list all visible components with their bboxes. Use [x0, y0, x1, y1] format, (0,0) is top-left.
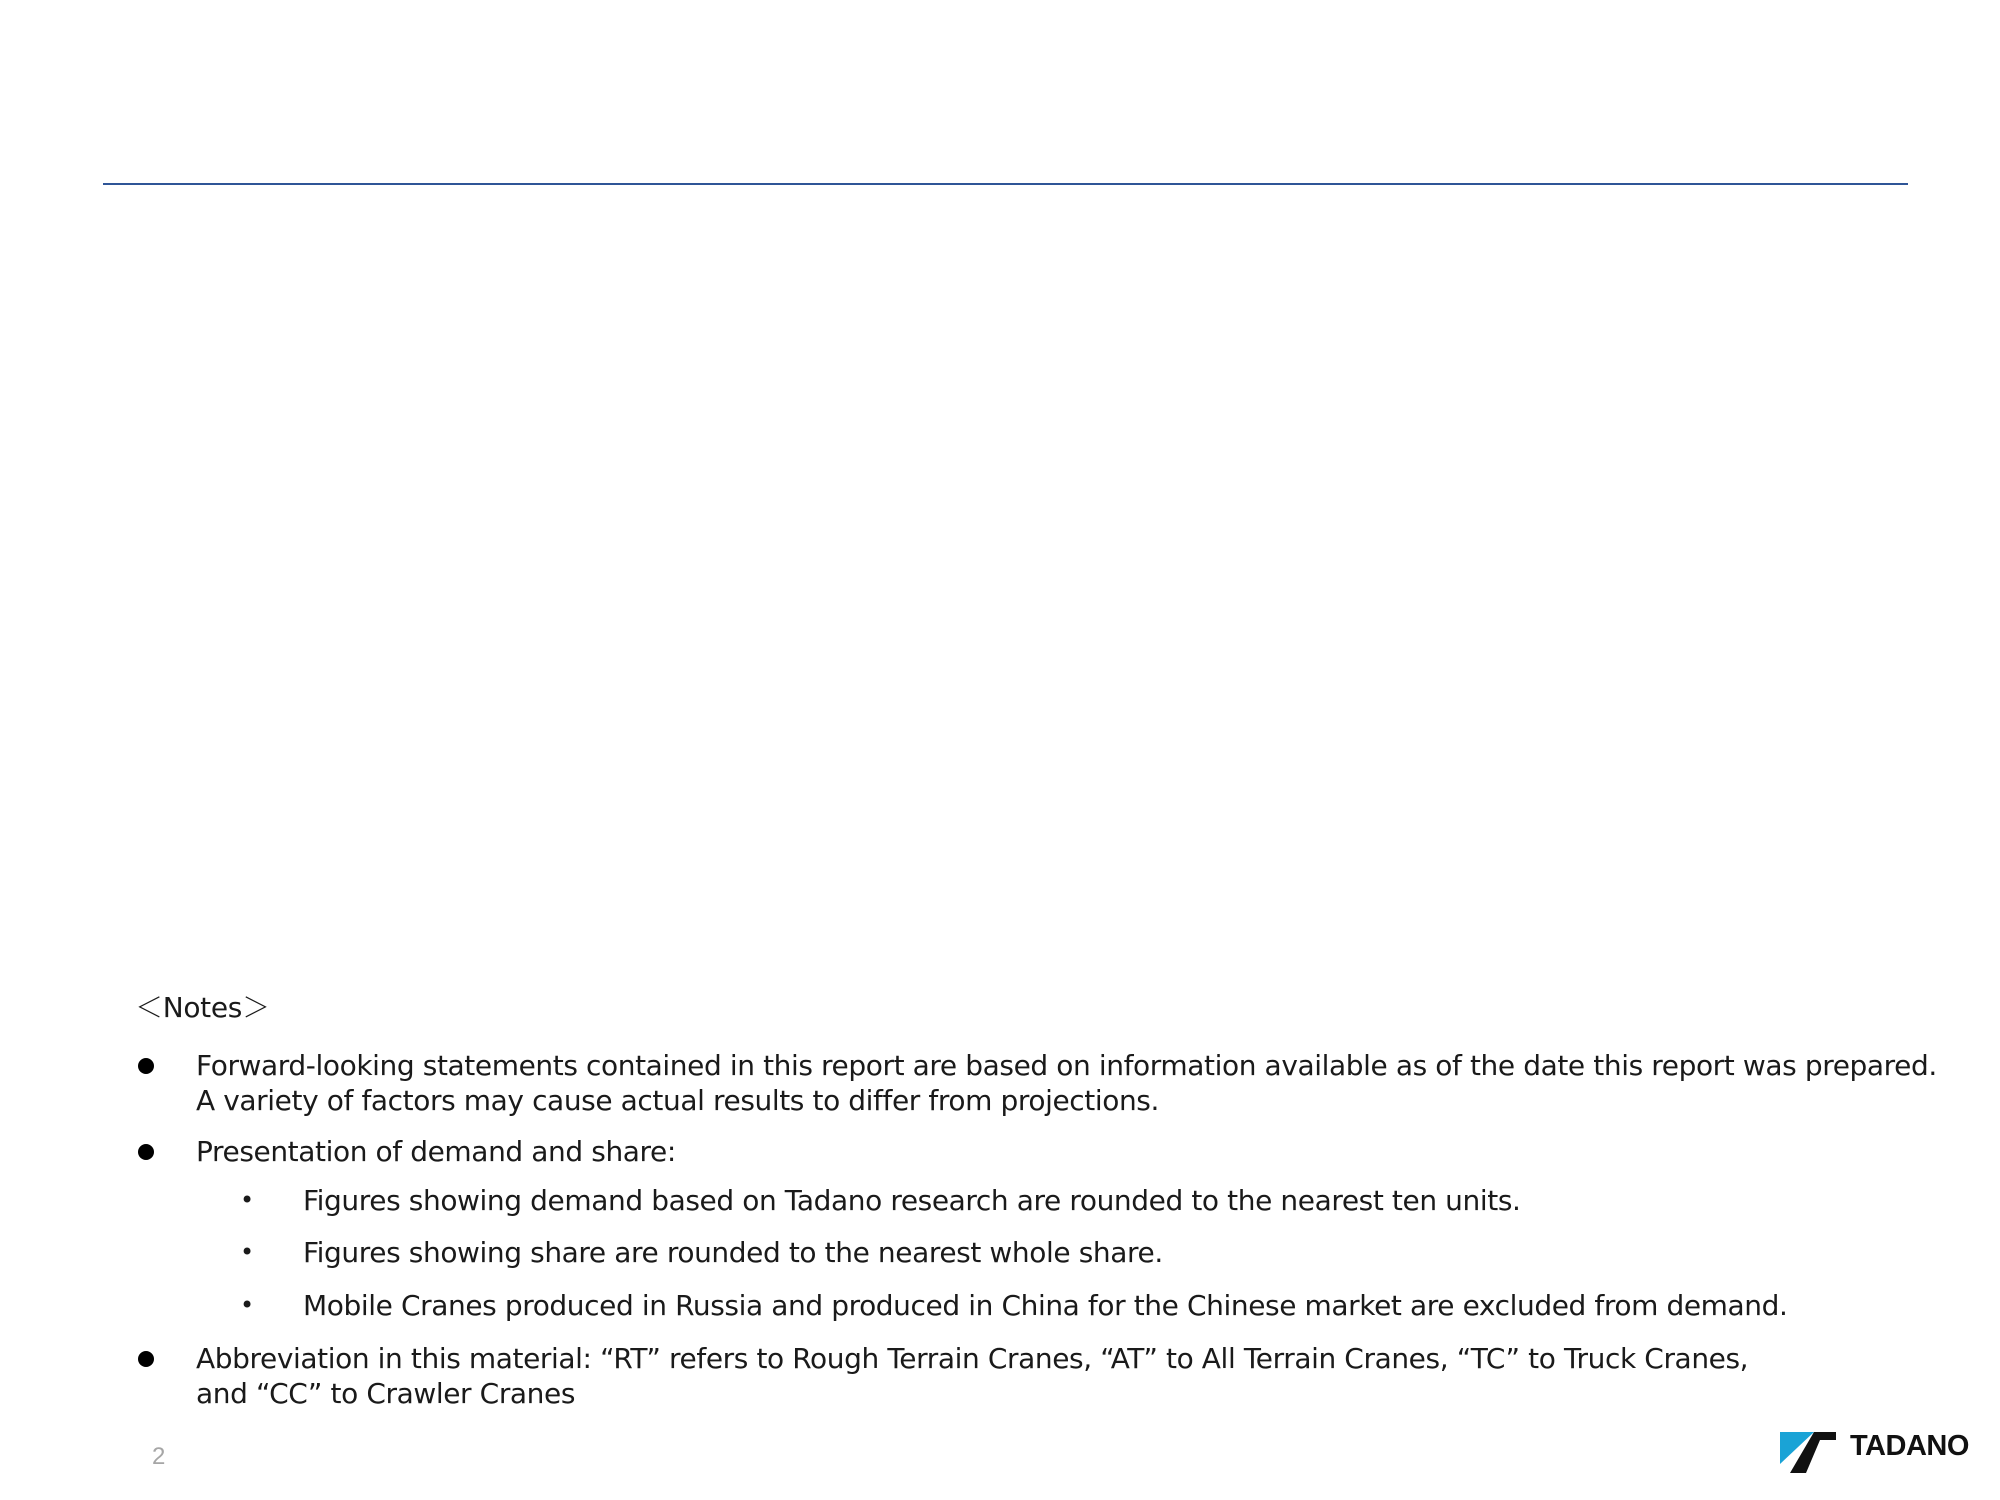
note-2-subitem-1: Figures showing demand based on Tadano research are rounded to the nearest ten units.	[303, 1184, 1521, 1217]
logo-text: TADANO	[1850, 1430, 1969, 1462]
note-1-line-2: A variety of factors may cause actual results to differ from projections.	[196, 1084, 1159, 1117]
notes-title: ＜Notes＞	[135, 991, 270, 1024]
tadano-logo	[1780, 1428, 1980, 1473]
sub-bullet: •	[240, 1238, 255, 1266]
page-number: 2	[152, 1443, 166, 1470]
note-2-subitem-3: Mobile Cranes produced in Russia and produced in China for the Chinese market are excluded from demand.	[303, 1289, 1788, 1322]
bullet-dot	[138, 1351, 154, 1367]
note-2-subitem-2: Figures showing share are rounded to the nearest whole share.	[303, 1236, 1163, 1269]
sub-bullet: •	[240, 1186, 255, 1214]
note-1-line-1: Forward-looking statements contained in this report are based on information available as of the date this report was prepared.	[196, 1049, 1937, 1082]
bullet-dot	[138, 1144, 154, 1160]
note-3-line-2: and “CC” to Crawler Cranes	[196, 1377, 576, 1410]
sub-bullet: •	[240, 1291, 255, 1319]
note-2-line-1: Presentation of demand and share:	[196, 1135, 676, 1168]
header-divider	[103, 183, 1908, 185]
bullet-dot	[138, 1058, 154, 1074]
tadano-logo-icon	[1780, 1428, 1840, 1473]
note-3-line-1: Abbreviation in this material: “RT” refers to Rough Terrain Cranes, “AT” to All Terrain Cranes, “TC” to Truck Cranes,	[196, 1342, 1749, 1375]
